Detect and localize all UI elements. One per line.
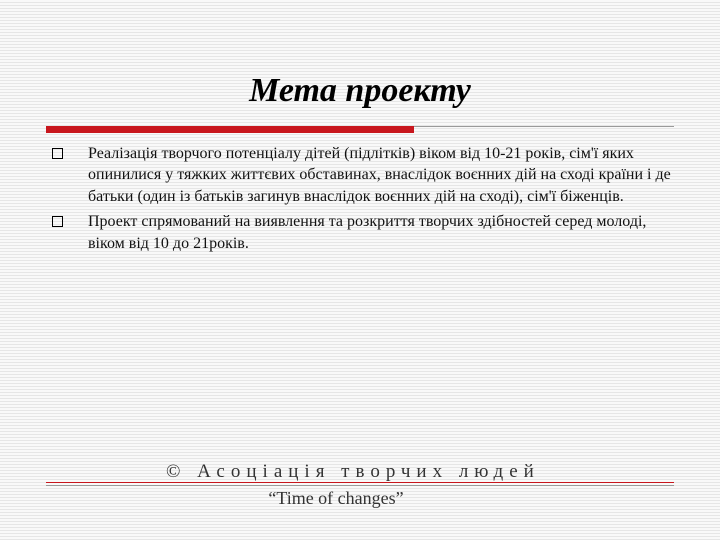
- title-underline-grey-line: [414, 126, 674, 127]
- bullet-item: [50, 211, 680, 254]
- slide-title: Мета проекту: [249, 72, 471, 109]
- footer-copyright-line: © Асоціація творчих людей: [166, 461, 540, 482]
- title-underline: [46, 126, 674, 136]
- footer-rule-grey-line: [46, 485, 674, 486]
- square-bullet-icon: [52, 148, 63, 159]
- footer: [166, 461, 540, 508]
- square-bullet-icon: [52, 216, 63, 227]
- bullet-list: [50, 143, 680, 258]
- bullet-text: Реалізація творчого потенціалу дітей (підлітків) віком від 10-21 років, сім'ї яких опинилися у тяжких життєвих обставинах, внаслідок воєнних дій на сході країни і де батьки (один із батьків загинув внаслідок воєнних дій на сході), сім'ї біженців.: [88, 145, 671, 205]
- footer-project-name: “Time of changes”: [268, 488, 404, 508]
- title-underline-red-bar: [46, 126, 414, 133]
- bullet-text: Проект спрямований на виявлення та розкриття творчих здібностей серед молоді, віком від 10 до 21років.: [88, 213, 647, 252]
- bullet-item: [50, 143, 680, 207]
